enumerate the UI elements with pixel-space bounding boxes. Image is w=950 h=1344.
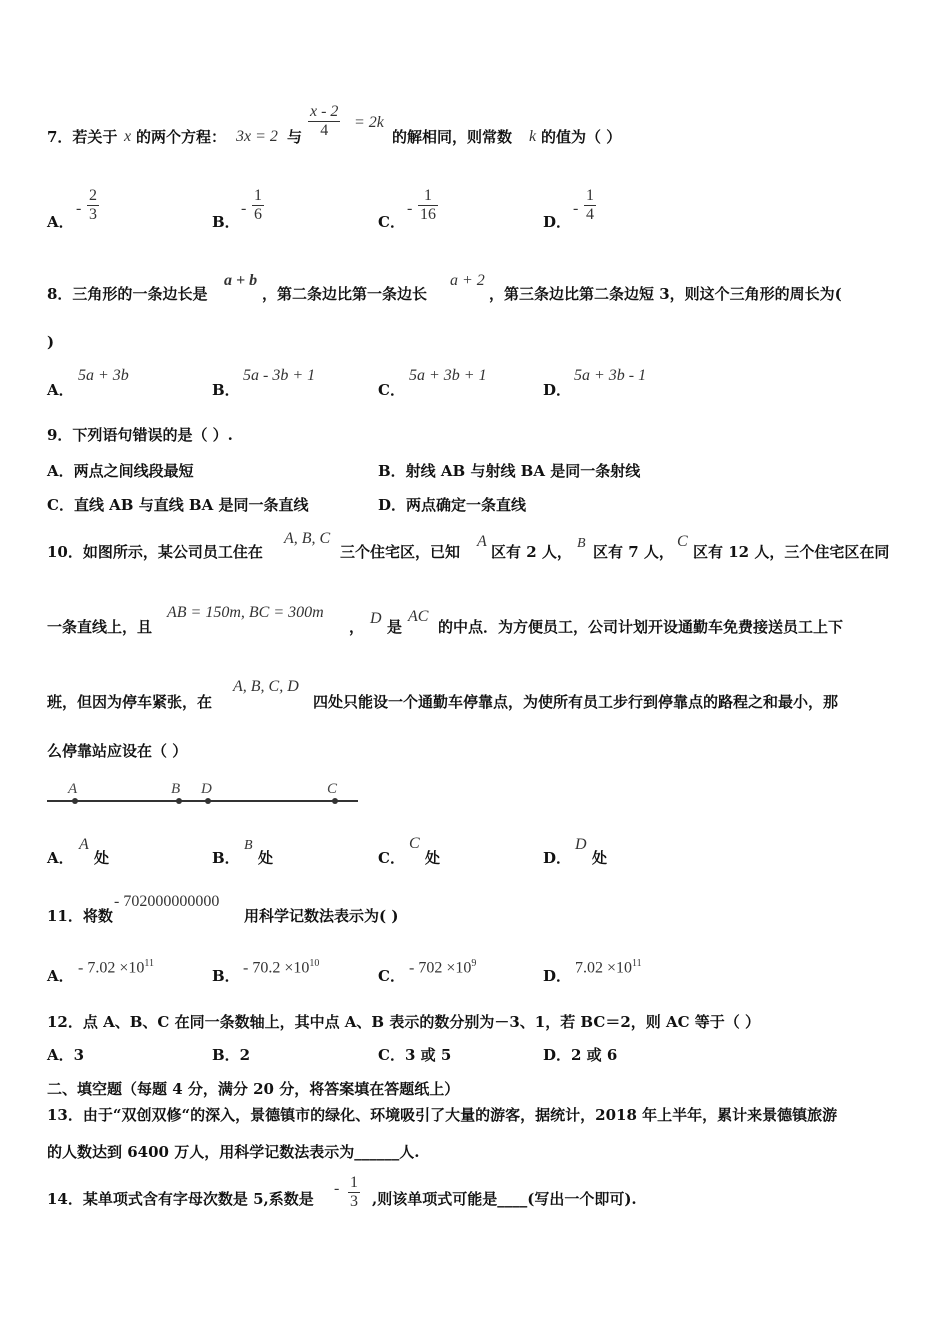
q11-option-d-label: D．	[543, 967, 572, 985]
section-heading: 二、填空题（每题 4 分，满分 20 分，将答案填在答题纸上）	[47, 1080, 460, 1098]
q10-d: D	[370, 610, 382, 627]
q7-option-d-frac	[584, 187, 596, 224]
q8-option-a-label: A．	[47, 381, 74, 399]
q9-option-a: A．两点之间线段最短	[47, 462, 194, 480]
q7-option-d-sign: -	[573, 200, 579, 217]
q10-option-c-suffix: 处	[425, 849, 441, 867]
q12-stem: 12．点 A、B、C 在同一条数轴上，其中点 A、B 表示的数分别为－3、1，若 BC＝2，则 AC 等于（ ）	[47, 1013, 761, 1031]
q7-frac-den: 4	[320, 122, 329, 139]
q10-option-b-point: B	[244, 838, 253, 853]
q10-l4: 么停靠站应设在（ ）	[47, 742, 188, 760]
frac-num: 1	[350, 1174, 358, 1191]
q10-p4: 区有 7 人，	[593, 543, 674, 561]
q7-option-a-sign: -	[76, 200, 82, 217]
q7-text1: 的两个方程：	[136, 128, 227, 146]
q10-option-a-label: A．	[47, 849, 74, 867]
mantissa: - 702 ×10	[409, 959, 472, 977]
q12-option-b: B．2	[212, 1046, 251, 1064]
q10-p2: 三个住宅区，已知	[340, 543, 461, 561]
frac-num: 2	[89, 187, 97, 204]
frac-num: 1	[586, 187, 594, 204]
q11-suffix: 用科学记数法表示为( )	[244, 907, 399, 925]
q9-option-c: C．直线 AB 与直线 BA 是同一条直线	[47, 496, 309, 514]
q10-l2d: 的中点．为方便员工，公司计划开设通勤车免费接送员工上下	[438, 618, 844, 636]
q9-option-b: B．射线 AB 与射线 BA 是同一条射线	[378, 462, 641, 480]
q8-close: )	[47, 333, 55, 351]
exponent: 11	[144, 958, 154, 969]
frac-den: 3	[350, 1193, 358, 1210]
q7-option-a-label: A．	[47, 213, 74, 231]
mantissa: 7.02 ×10	[575, 959, 633, 977]
q10-option-a-point: A	[79, 836, 89, 853]
q7-option-c-frac	[418, 187, 438, 224]
q10-l3a: 班，但因为停车紧张，在	[47, 693, 213, 711]
q8-option-b-value: 5a - 3b + 1	[243, 367, 316, 384]
q11-option-d-value	[575, 955, 642, 977]
q8-option-d-label: D．	[543, 381, 572, 399]
exponent: 10	[309, 958, 320, 969]
q10-option-b-suffix: 处	[258, 849, 274, 867]
q9-option-d: D．两点确定一条直线	[378, 496, 527, 514]
figure-label-a: A	[68, 781, 78, 797]
q10-option-d-point: D	[575, 836, 587, 853]
q7-var-x: x	[124, 128, 132, 145]
q10-l2a: 一条直线上，且	[47, 618, 153, 636]
q10-option-c-label: C．	[378, 849, 405, 867]
q7-option-b-sign: -	[241, 200, 247, 217]
q13-line2: 的人数达到 6400 万人，用科学记数法表示为______人.	[47, 1143, 420, 1161]
figure-point-b	[176, 798, 182, 804]
q7-eq1: 3x = 2	[236, 128, 278, 145]
q7-eq2-rhs: = 2k	[354, 114, 384, 131]
q8-expr2: a + 2	[450, 272, 485, 289]
q10-dist: AB = 150m, BC = 300m	[167, 604, 324, 621]
mantissa: - 7.02 ×10	[78, 959, 145, 977]
q13-line1: 13．由于“双创双修“的深入，景德镇市的绿化、环境吸引了大量的游客，据统计，2018 年上半年，累计来景德镇旅游	[47, 1106, 838, 1124]
q7-with: 与	[287, 128, 303, 146]
q10-abcd: A, B, C, D	[233, 678, 299, 695]
figure-label-c: C	[327, 781, 338, 797]
q7-fraction	[308, 103, 340, 140]
q7-option-d-label: D．	[543, 213, 572, 231]
q11-option-b-value	[243, 955, 319, 977]
q7-prefix: 7．若关于	[47, 128, 118, 146]
q12-option-d: D．2 或 6	[543, 1046, 618, 1064]
q12-option-a: A．3	[47, 1046, 85, 1064]
q7-option-b-frac	[252, 187, 264, 224]
q10-p3: 区有 2 人，	[491, 543, 572, 561]
q14-prefix: 14．某单项式含有字母次数是 5,系数是	[47, 1190, 314, 1208]
q14-suffix: ,则该单项式可能是____(写出一个即可).	[372, 1190, 637, 1208]
q8-text2: ，第三条边比第二条边短 3，则这个三角形的周长为(	[489, 285, 842, 303]
q7-text3: 的值为（ ）	[541, 128, 622, 146]
frac-num: 1	[254, 187, 262, 204]
figure-label-d: D	[201, 781, 212, 797]
exponent: 9	[471, 958, 477, 969]
q8-text1: ，第二条边比第一条边长	[262, 285, 428, 303]
q10-a: A	[477, 533, 487, 550]
frac-den: 6	[254, 206, 262, 223]
q8-expr1: a + b	[224, 272, 258, 289]
q14-fraction	[348, 1174, 360, 1211]
q11-option-c-value	[409, 955, 476, 977]
q11-option-c-label: C．	[378, 967, 405, 985]
figure-point-a	[72, 798, 78, 804]
q10-ac: AC	[408, 608, 429, 625]
q9-stem: 9．下列语句错误的是（ ）.	[47, 426, 233, 444]
q11-number: - 702000000000	[114, 893, 220, 910]
q11-prefix: 11．将数	[47, 907, 113, 925]
q8-option-c-label: C．	[378, 381, 405, 399]
q8-prefix: 8．三角形的一条边长是	[47, 285, 208, 303]
q7-option-b-label: B．	[212, 213, 240, 231]
q8-option-a-value: 5a + 3b	[78, 367, 129, 384]
q10-option-c-point: C	[409, 835, 420, 852]
frac-den: 3	[89, 206, 97, 223]
q10-l2b: ，	[349, 618, 365, 636]
q10-c: C	[677, 533, 688, 550]
q7-text2: 的解相同，则常数	[392, 128, 513, 146]
q10-abc: A, B, C	[284, 530, 331, 547]
exponent: 11	[632, 958, 642, 969]
q7-var-k: k	[529, 128, 537, 145]
frac-den: 16	[420, 206, 436, 223]
q10-option-d-label: D．	[543, 849, 572, 867]
q11-option-a-value	[78, 955, 154, 977]
q10-number-line-figure	[40, 770, 370, 810]
q7-option-c-sign: -	[407, 200, 413, 217]
q11-option-a-label: A．	[47, 967, 74, 985]
q10-b: B	[577, 536, 586, 551]
mantissa: - 70.2 ×10	[243, 959, 310, 977]
q8-option-d-value: 5a + 3b - 1	[574, 367, 647, 384]
q7-frac-num: x - 2	[310, 103, 339, 120]
q10-option-b-label: B．	[212, 849, 240, 867]
figure-point-c	[332, 798, 338, 804]
frac-den: 4	[586, 206, 594, 223]
q7-option-c-label: C．	[378, 213, 405, 231]
q10-option-a-suffix: 处	[94, 849, 110, 867]
q10-l3b: 四处只能设一个通勤车停靠点，为使所有员工步行到停靠点的路程之和最小，那	[313, 693, 839, 711]
q7-option-a-frac	[87, 187, 99, 224]
q8-option-c-value: 5a + 3b + 1	[409, 367, 487, 384]
frac-num: 1	[424, 187, 432, 204]
figure-label-b: B	[171, 781, 181, 797]
q14-sign: -	[334, 1180, 340, 1197]
figure-point-d	[205, 798, 211, 804]
q8-option-b-label: B．	[212, 381, 240, 399]
q10-option-d-suffix: 处	[592, 849, 608, 867]
q11-option-b-label: B．	[212, 967, 240, 985]
q10-p5: 区有 12 人，三个住宅区在同	[693, 543, 890, 561]
q10-l2c: 是	[387, 618, 403, 636]
q10-p1: 10．如图所示，某公司员工住在	[47, 543, 263, 561]
q12-option-c: C．3 或 5	[378, 1046, 452, 1064]
